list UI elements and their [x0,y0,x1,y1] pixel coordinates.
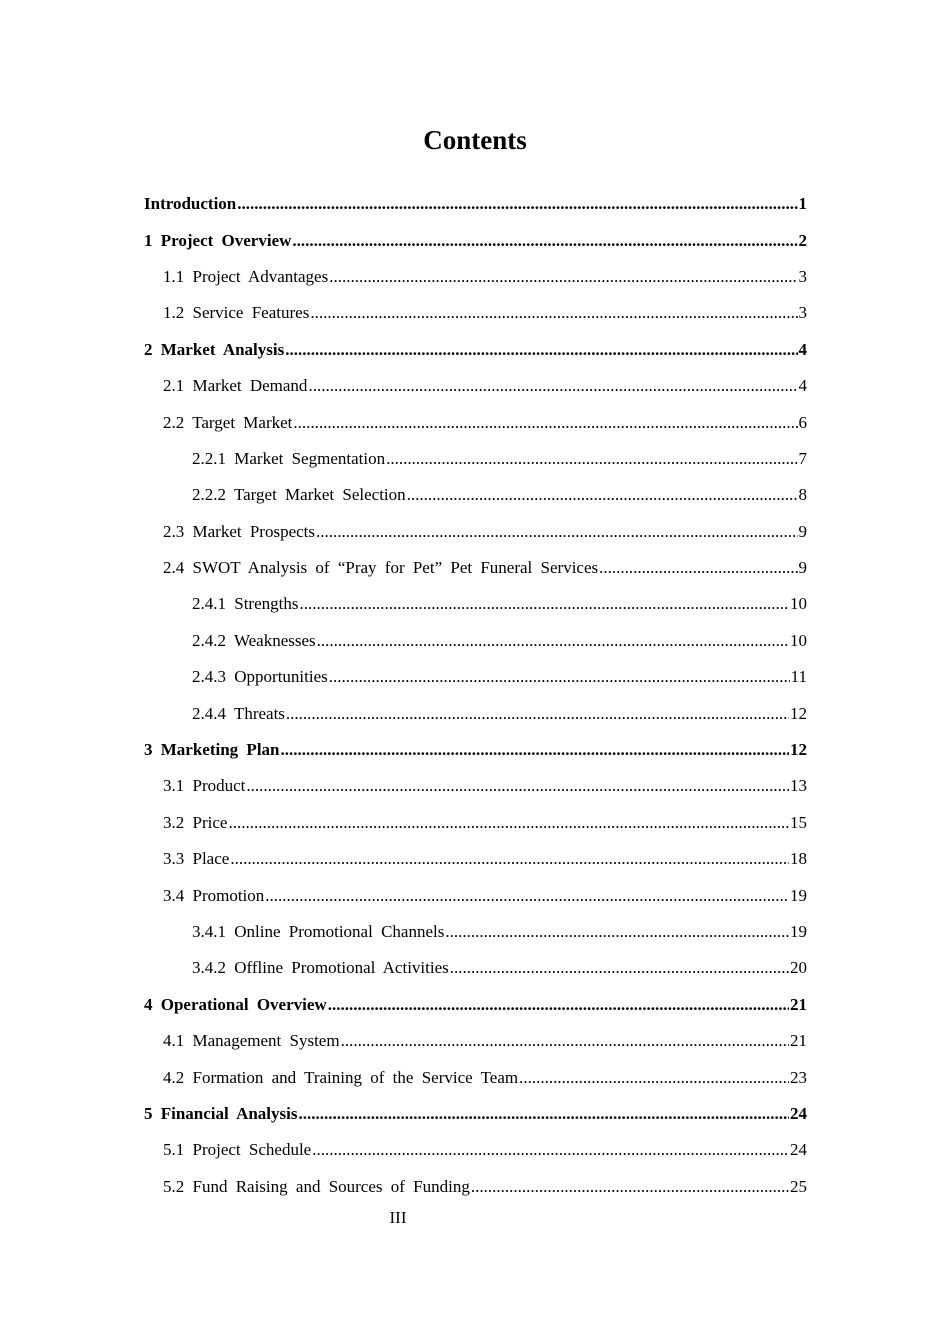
toc-entry-page-number: 4 [798,376,807,396]
toc-dot-leader [308,376,797,396]
toc-entry[interactable] [144,368,807,404]
toc-entry[interactable] [144,914,807,950]
toc-entry-page-number: 18 [790,849,807,869]
toc-entry-page-number: 9 [798,521,807,541]
toc-entry-page-number: 21 [790,1031,807,1051]
toc-dot-leader [298,1104,789,1124]
toc-dot-leader [286,704,789,724]
toc-entry-label: 2.4.2 Weaknesses [192,630,316,650]
toc-entry-page-number: 10 [790,630,807,650]
toc-entry-page-number: 25 [790,1176,807,1196]
toc-dot-leader [265,886,789,906]
toc-entry-page-number: 19 [790,885,807,905]
toc-dot-leader [230,849,789,869]
page-number-footer: III [389,1208,407,1227]
toc-entry-page-number: 23 [790,1067,807,1087]
toc-dot-leader [285,340,797,360]
toc-entry-label: 2.4.3 Opportunities [192,667,328,687]
toc-entry-page-number: 20 [790,958,807,978]
toc-entry-label: 2.4.1 Strengths [192,594,299,614]
toc-dot-leader [471,1177,789,1197]
toc-entry-label: 5.1 Project Schedule [163,1140,312,1160]
toc-dot-leader [599,558,797,578]
toc-entry-label: 2.3 Market Prospects [163,521,316,541]
toc-entry[interactable] [144,732,807,768]
toc-entry-page-number: 19 [790,922,807,941]
toc-dot-leader [310,303,797,323]
toc-entry[interactable] [144,295,807,331]
toc-entry[interactable] [144,332,807,368]
toc-entry-page-number: 8 [798,485,807,505]
toc-dot-leader [329,667,790,687]
toc-entry[interactable] [144,259,807,295]
toc-entry-label: 5.2 Fund Raising and Sources of Funding [163,1176,470,1196]
toc-entry[interactable] [144,623,807,659]
toc-entry-page-number: 6 [798,412,807,432]
toc-entry-label: 3 Marketing Plan [144,740,280,760]
toc-dot-leader [328,995,789,1015]
toc-entry[interactable] [144,514,807,550]
toc-entry-page-number: 12 [790,703,807,723]
toc-entry-label: 2.2 Target Market [163,412,293,432]
toc-dot-leader [519,1068,789,1088]
toc-entry-label: 2.1 Market Demand [163,376,308,396]
toc-entry-label: 2.4 SWOT Analysis of “Pray for Pet” Pet Funeral Services [163,558,599,578]
toc-entry-label: Introduction [144,194,237,214]
toc-entry[interactable] [144,222,807,258]
toc-entry-label: 4.2 Formation and Training of the Service Team [163,1067,519,1087]
toc-entry-label: 2.2.2 Target Market Selection [192,485,406,505]
toc-dot-leader [407,485,798,505]
toc-entry[interactable] [144,841,807,877]
toc-entry-label: 3.4.1 Online Promotional Channels [192,922,445,941]
toc-entry-page-number: 11 [790,667,807,687]
toc-entry[interactable] [144,695,807,731]
toc-entry[interactable] [144,768,807,804]
toc-entry-page-number: 12 [790,740,807,760]
toc-entry-page-number: 15 [790,812,807,832]
toc-entry-label: 1.1 Project Advantages [163,266,329,286]
toc-entry-label: 1.2 Service Features [163,303,310,323]
toc-entry[interactable] [144,1059,807,1095]
toc-entry[interactable] [144,441,807,477]
toc-entry-page-number: 13 [790,776,807,796]
toc-entry-page-number: 24 [790,1140,807,1160]
toc-dot-leader [317,631,789,651]
toc-dot-leader [386,449,797,469]
toc-entry[interactable] [144,1132,807,1168]
toc-entry-label: 3.2 Price [163,812,228,832]
toc-entry-label: 1 Project Overview [144,230,292,250]
toc-entry[interactable] [144,1096,807,1132]
toc-entry[interactable] [144,987,807,1023]
toc-entry[interactable] [144,877,807,913]
toc-dot-leader [329,267,797,287]
toc-entry-label: 2 Market Analysis [144,339,285,359]
toc-entry-label: 3.4.2 Offline Promotional Activities [192,958,449,978]
toc-entry[interactable] [144,586,807,622]
toc-dot-leader [450,958,789,978]
toc-dot-leader [281,740,790,760]
toc-dot-leader [445,922,789,942]
toc-entry-page-number: 9 [798,558,807,578]
toc-entry-label: 3.4 Promotion [163,885,265,905]
toc-entry-page-number: 10 [790,594,807,614]
toc-dot-leader [316,522,797,542]
toc-entry-label: 2.4.4 Threats [192,703,285,723]
toc-entry-page-number: 1 [798,194,807,214]
toc-dot-leader [312,1140,789,1160]
table-of-contents [144,186,807,1205]
toc-entry-page-number: 4 [798,339,807,359]
toc-entry-page-number: 7 [798,448,807,468]
toc-entry[interactable] [144,659,807,695]
toc-entry[interactable] [144,1169,807,1205]
toc-entry[interactable] [144,550,807,586]
toc-entry-label: 3.3 Place [163,849,230,869]
toc-entry-label: 3.1 Product [163,776,246,796]
toc-entry-page-number: 2 [798,230,807,250]
toc-entry[interactable] [144,1023,807,1059]
toc-dot-leader [237,194,797,214]
toc-dot-leader [341,1031,789,1051]
toc-entry-page-number: 21 [790,994,807,1014]
toc-entry[interactable] [144,404,807,440]
page-title: Contents [423,125,527,155]
toc-entry-label: 4.1 Management System [163,1031,340,1051]
toc-entry-label: 2.2.1 Market Segmentation [192,448,386,468]
toc-dot-leader [293,413,797,433]
toc-entry-label: 5 Financial Analysis [144,1103,298,1123]
toc-entry-page-number: 24 [790,1103,807,1123]
toc-entry[interactable] [144,186,807,222]
toc-entry[interactable] [144,805,807,841]
toc-entry[interactable] [144,477,807,513]
toc-entry[interactable] [144,950,807,986]
toc-entry-label: 4 Operational Overview [144,994,327,1014]
toc-dot-leader [292,231,797,251]
toc-dot-leader [228,813,789,833]
toc-entry-page-number: 3 [798,303,807,323]
toc-dot-leader [246,776,789,796]
toc-dot-leader [299,594,789,614]
toc-entry-page-number: 3 [798,266,807,286]
